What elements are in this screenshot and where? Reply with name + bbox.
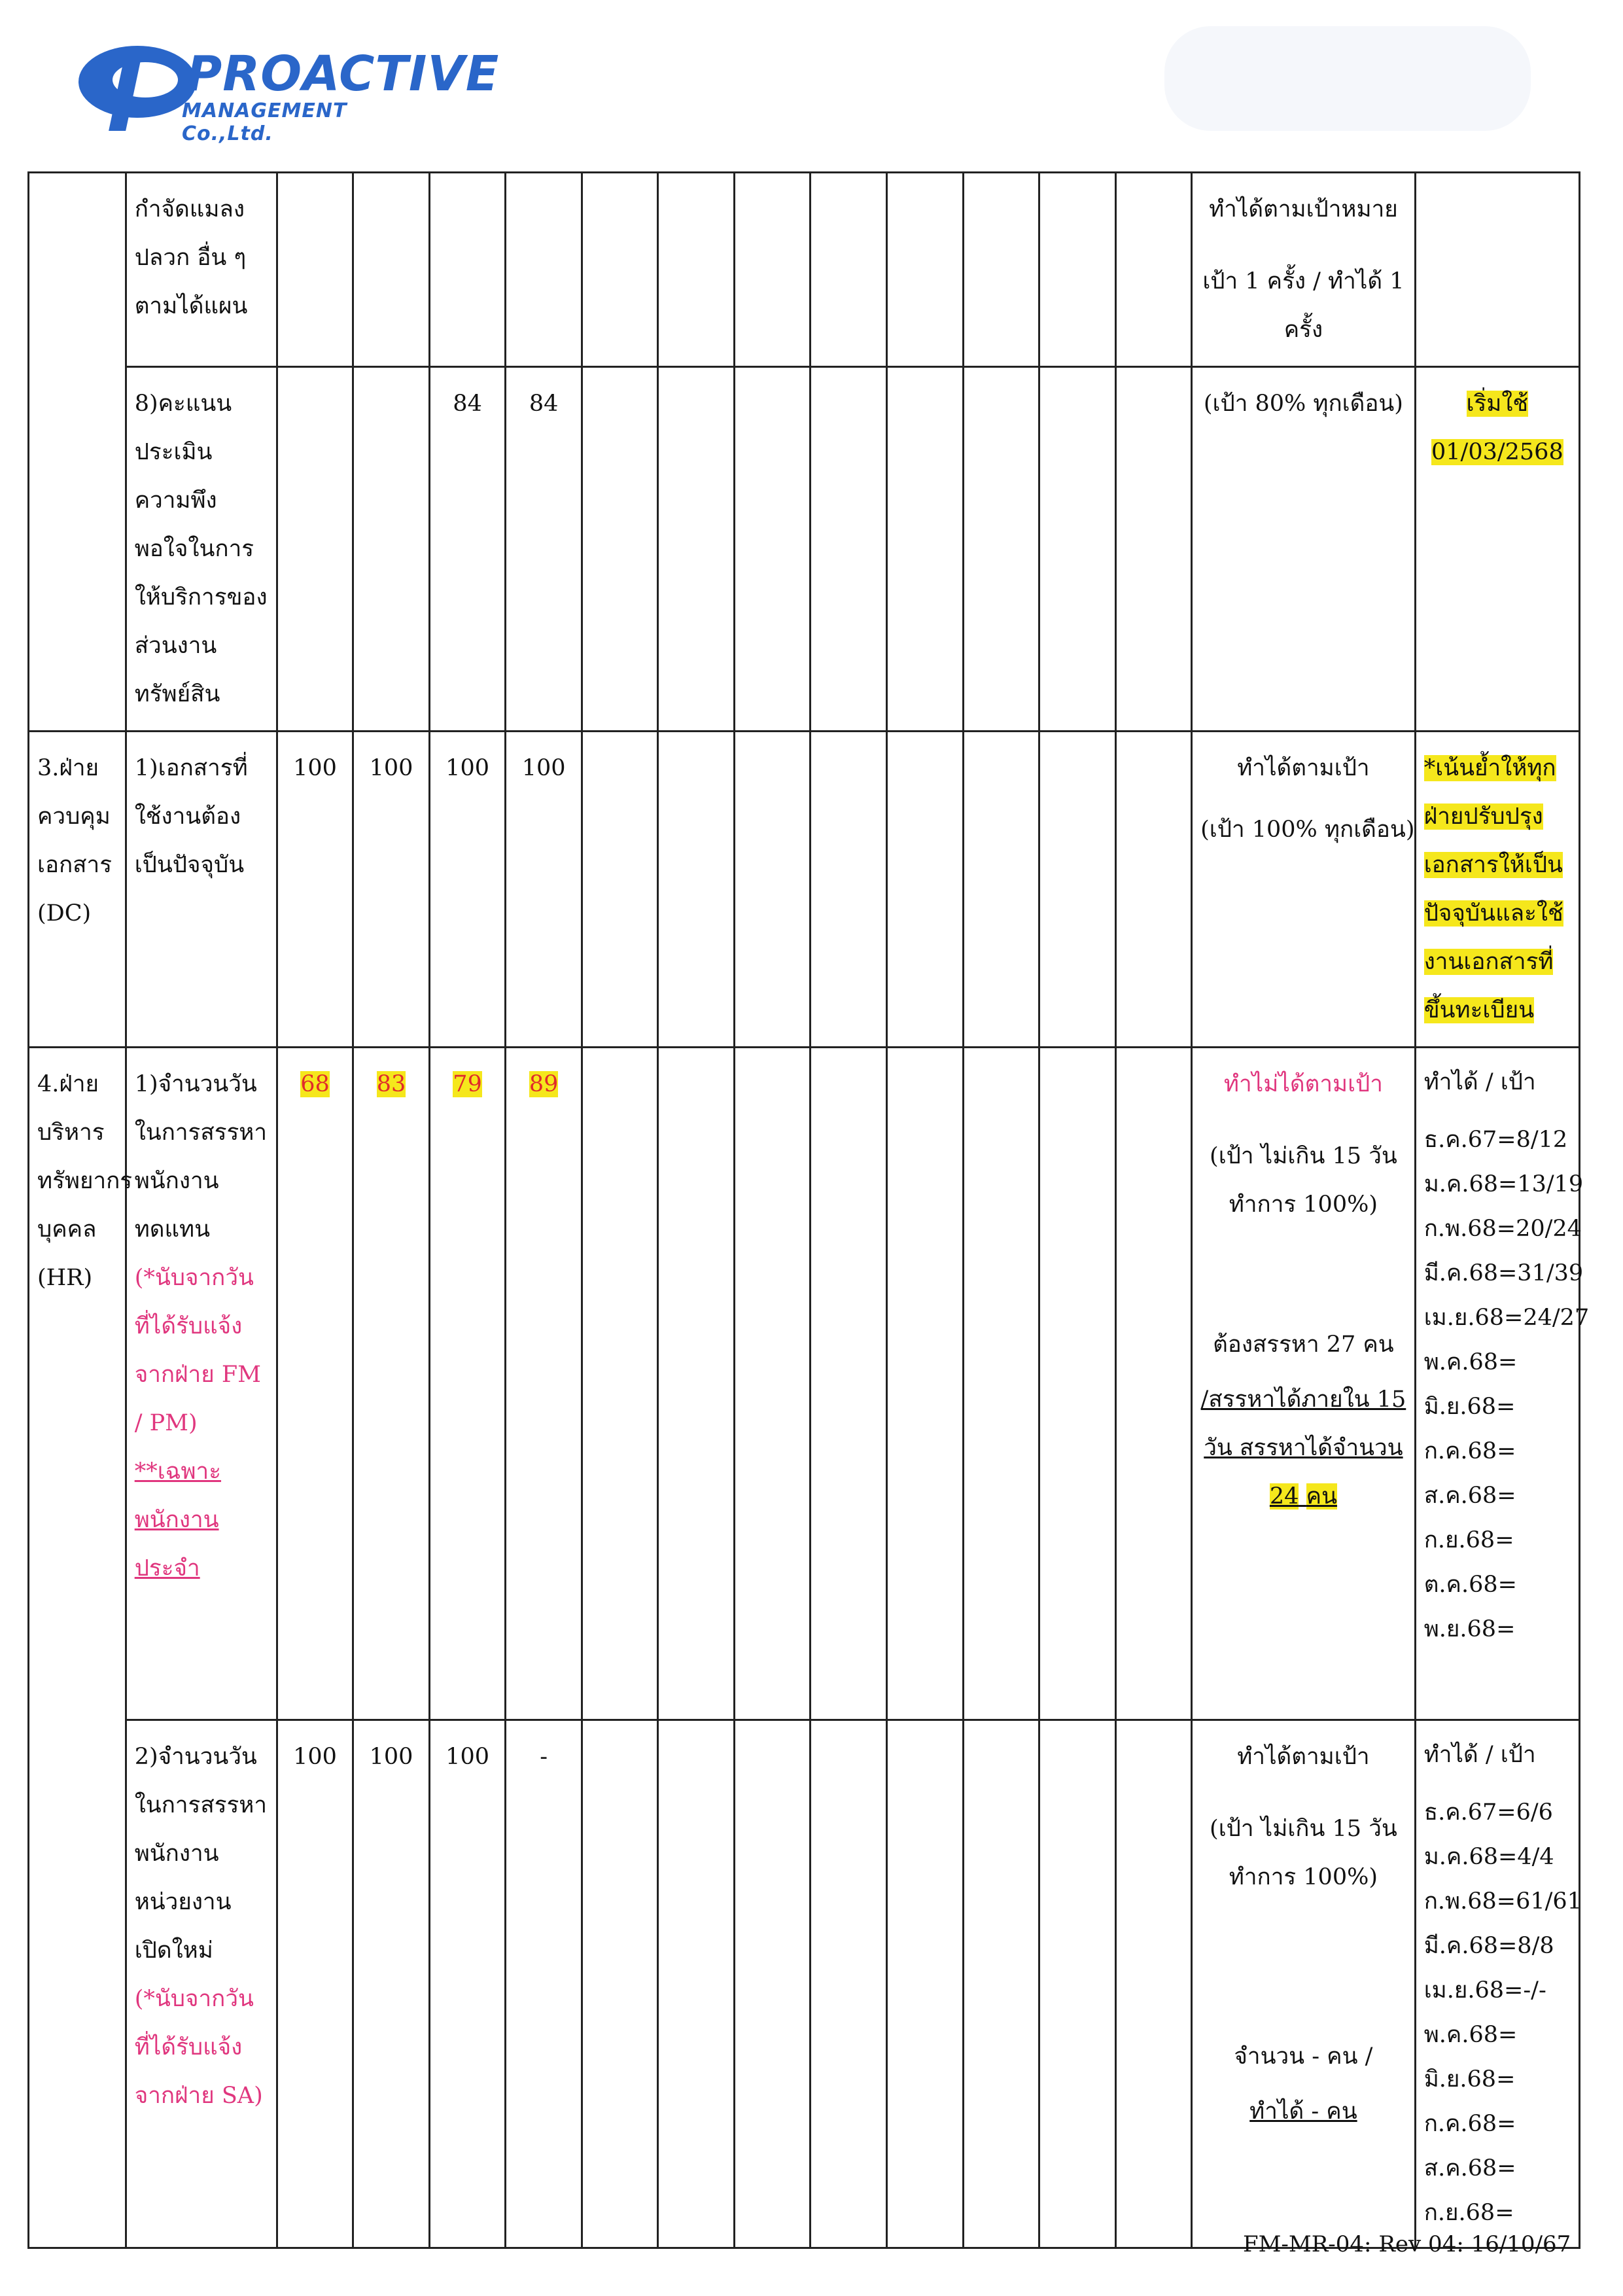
department-cell: 4.ฝ่ายบริหารทรัพยากรบุคคล (HR) [29,1048,126,2248]
kpi-footnote: (*นับจากวันที่ได้รับแจ้งจากฝ่าย FM / PM) [134,1265,261,1436]
kpi-footnote: **เฉพาะพนักงานประจำ [134,1458,222,1581]
result-cell: ทำได้ตามเป้า (เป้า 100% ทุกเดือน) [1192,732,1416,1048]
result-cell: ทำไม่ได้ตามเป้า (เป้า ไม่เกิน 15 วันทำการ 100%) ต้องสรรหา 27 คน /สรรหาได้ภายใน 15 วัน สรรหาได้จำนวน 24 คน [1192,1048,1416,1720]
value-cell: 68 [277,1048,353,1720]
note-cell [1415,367,1579,732]
faint-watermark [1164,26,1531,131]
table-row [29,1720,1580,2248]
value-cell [277,367,353,732]
value-cell: 100 [353,732,430,1048]
value-cell: 89 [506,1048,582,1720]
kpi-cell: กำจัดแมลง ปลวก อื่น ๆ ตามได้แผน [126,173,277,367]
value-cell: 100 [277,732,353,1048]
value-cell: 79 [429,1048,506,1720]
value-cell: 100 [277,1720,353,2248]
result-cell: ทำได้ตามเป้าหมาย เป้า 1 ครั้ง / ทำได้ 1 ครั้ง [1192,173,1416,367]
value-cell: 83 [353,1048,430,1720]
value-cell: 84 [429,367,506,732]
kpi-cell: 2)จำนวนวันในการสรรหาพนักงานหน่วยงานเปิดใหม่ (*นับจากวันที่ได้รับแจ้งจากฝ่าย SA) [126,1720,277,2248]
value-cell: 100 [506,732,582,1048]
document-code: FM-MR-04: Rev 04: 16/10/67 [1243,2231,1571,2257]
table-row [29,367,1580,732]
emphasis-note: *เน้นย้ำให้ทุกฝ่ายปรับปรุงเอกสารให้เป็นปัจจุบันและใช้งานเอกสารที่ขึ้นทะเบียน [1423,755,1563,1023]
value-cell: 84 [506,367,582,732]
value-cell [353,367,430,732]
note-cell [1415,173,1579,367]
kpi-cell: 1)จำนวนวันในการสรรหาพนักงานทดแทน (*นับจากวันที่ได้รับแจ้งจากฝ่าย FM / PM) **เฉพาะพนักงานประจำ [126,1048,277,1720]
note-cell: ทำได้ / เป้า ธ.ค.67=8/12 ม.ค.68=13/19 ก.พ.68=20/24 มี.ค.68=31/39 เม.ย.68=24/27 พ.ค.68= มิ.ย.68= ก.ค.68= ส.ค.68= ก.ย.68= ต.ค.68= พ.ย.68= [1415,1048,1579,1720]
kpi-cell: 8)คะแนนประเมินความพึงพอใจในการให้บริการของส่วนงานทรัพย์สิน [126,367,277,732]
value-cell: 100 [429,732,506,1048]
note-cell [1415,732,1579,1048]
result-cell: (เป้า 80% ทุกเดือน) [1192,367,1416,732]
value-cell: 100 [429,1720,506,2248]
department-cell [29,173,126,732]
note-cell: ทำได้ / เป้า ธ.ค.67=6/6 ม.ค.68=4/4 ก.พ.68=61/61 มี.ค.68=8/8 เม.ย.68=-/- พ.ค.68= มิ.ย.68= ก.ค.68= ส.ค.68= ก.ย.68= [1415,1720,1579,2248]
table-row [29,732,1580,1048]
logo-company-name: PROACTIVE [186,46,500,102]
kpi-report-table [27,171,1590,2249]
logo-company-subtitle: MANAGEMENT Co.,Ltd. [182,99,347,145]
table-row [29,1048,1580,1720]
logo-mark-icon [72,33,196,131]
department-cell: 3.ฝ่ายควบคุมเอกสาร (DC) [29,732,126,1048]
start-date-note: เริ่มใช้ 01/03/2568 [1431,391,1563,465]
company-logo [72,26,500,145]
kpi-cell: 1)เอกสารที่ใช้งานต้องเป็นปัจจุบัน [126,732,277,1048]
value-cell: 100 [353,1720,430,2248]
kpi-footnote: (*นับจากวันที่ได้รับแจ้งจากฝ่าย SA) [134,1986,263,2109]
value-cell: - [506,1720,582,2248]
result-cell: ทำได้ตามเป้า (เป้า ไม่เกิน 15 วันทำการ 100%) จำนวน - คน / ทำได้ - คน [1192,1720,1416,2248]
table-row [29,173,1580,367]
